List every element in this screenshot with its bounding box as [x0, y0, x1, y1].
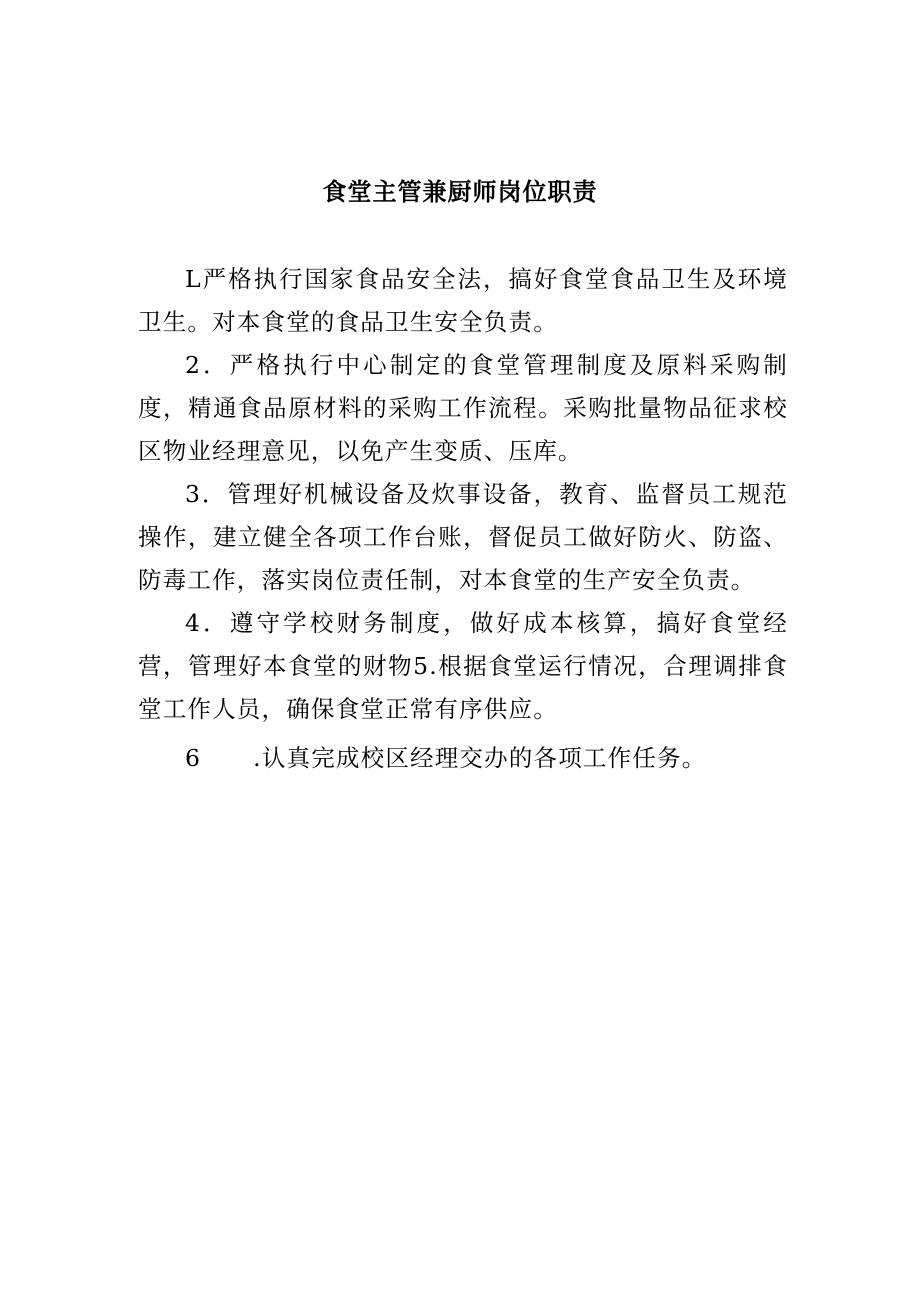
paragraph-2: 2．严格执行中心制定的食堂管理制度及原料采购制度，精通食品原材料的采购工作流程。采购批量物品征求校区物业经理意见，以免产生变质、压库。	[138, 351, 788, 465]
item-number: 6	[185, 744, 202, 772]
paragraph-4: 4．遵守学校财务制度，做好成本核算，搞好食堂经营，管理好本食堂的财物5.根据食堂运行情况，合理调排食堂工作人员，确保食堂正常有序供应。	[138, 609, 788, 723]
paragraph-3: 3．管理好机械设备及炊事设备，教育、监督员工规范操作，建立健全各项工作台账，督促员工做好防火、防盗、防毒工作，落实岗位责任制，对本食堂的生产安全负责。	[138, 480, 788, 594]
paragraph-1: L严格执行国家食品安全法，搞好食堂食品卫生及环境卫生。对本食堂的食品卫生安全负责。	[138, 265, 788, 336]
paragraph-6	[138, 737, 788, 780]
item-text: .认真完成校区经理交办的各项工作任务。	[253, 744, 707, 772]
document-body	[138, 258, 788, 780]
document-title: 食堂主管兼厨师岗位职责	[322, 177, 598, 206]
